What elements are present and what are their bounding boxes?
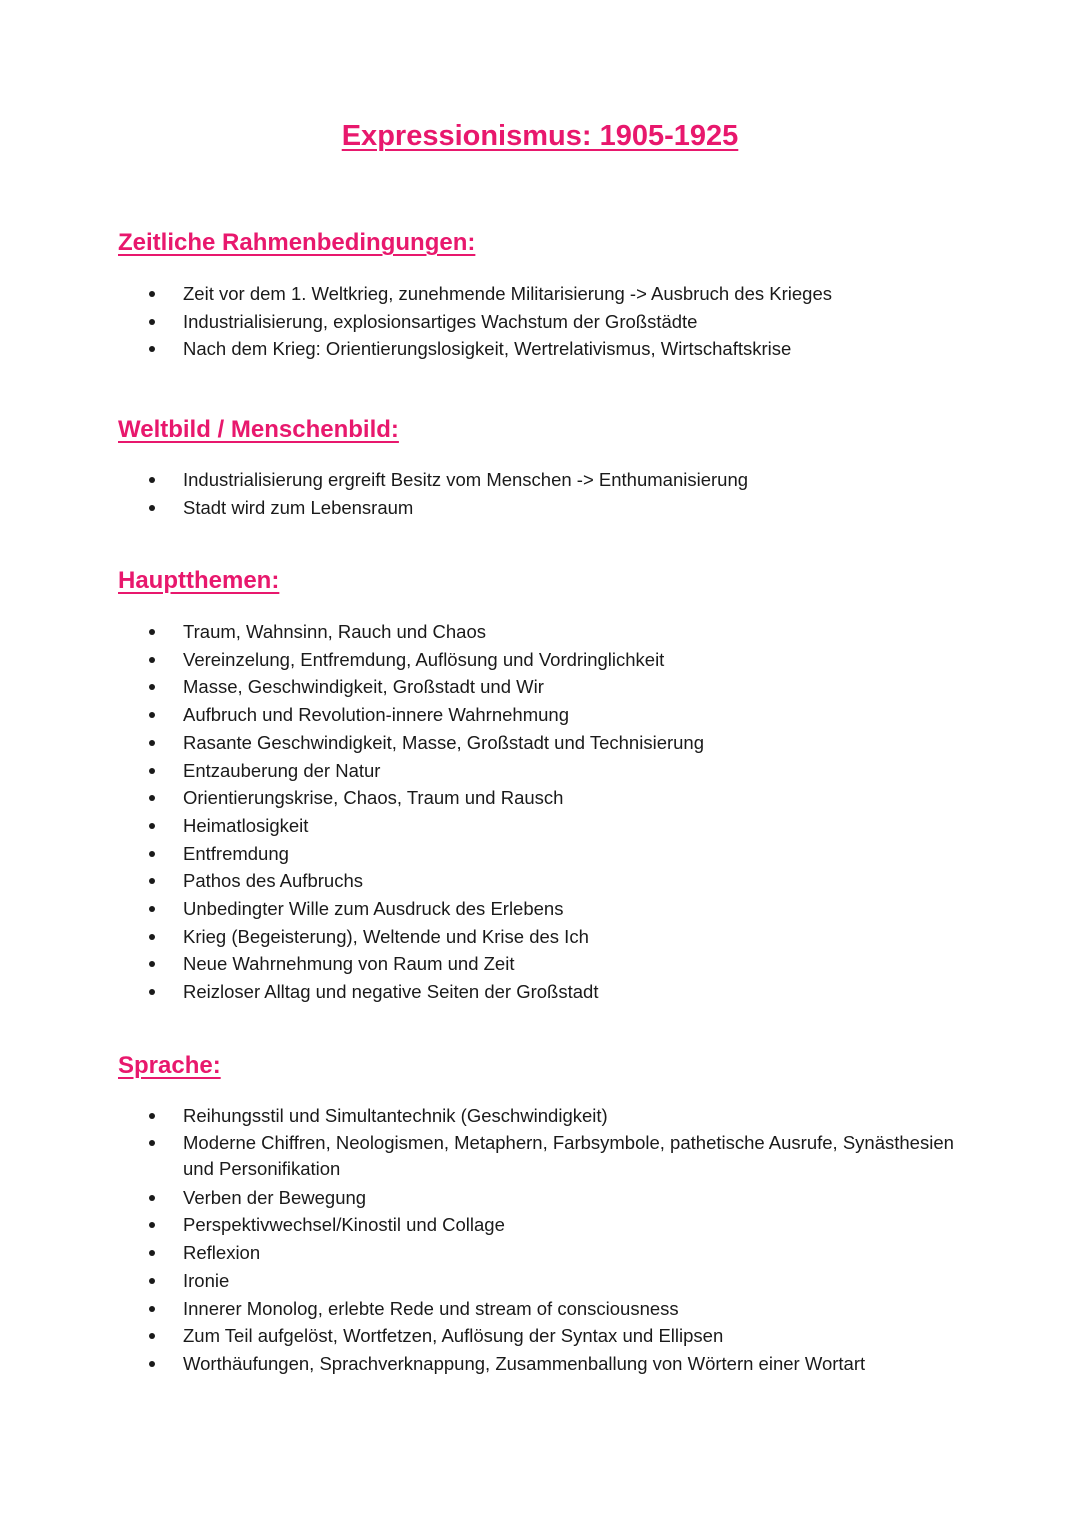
list-item-text: Unbedingter Wille zum Ausdruck des Erlebens [183, 898, 564, 920]
section-weltbild-menschenbild [118, 415, 978, 521]
list-item [118, 1267, 978, 1295]
list-item-text: Verben der Bewegung [183, 1186, 367, 1208]
list-item-text: Moderne Chiffren, Neologismen, Metaphern, Farbsymbole, pathetische Ausrufe, Synästhesien und Personifikation [183, 1131, 954, 1179]
list-item-text: Zeit vor dem 1. Weltkrieg, zunehmende Militarisierung -> Ausbruch des Krieges [183, 283, 832, 304]
list-item-text: Zum Teil aufgelöst, Wortfetzen, Auflösung der Syntax und Ellipsen [183, 1325, 724, 1347]
bullet-dot-icon [149, 1195, 155, 1201]
list-item [118, 1350, 978, 1378]
section-heading: Zeitliche Rahmenbedingungen: [118, 229, 476, 256]
list-item-text: Aufbruch und Revolution-innere Wahrnehmung [183, 704, 569, 726]
bullet-dot-icon [149, 740, 155, 746]
list-item [118, 466, 978, 494]
list-item [118, 494, 978, 522]
bullet-dot-icon [149, 1113, 155, 1119]
bullet-dot-icon [149, 629, 155, 635]
list-item [118, 1211, 978, 1239]
list-item [118, 335, 978, 363]
list-item-text: Vereinzelung, Entfremdung, Auflösung und Vordringlichkeit [183, 648, 665, 670]
list-item [118, 701, 978, 729]
bullet-dot-icon [149, 1250, 155, 1256]
list-item [118, 923, 978, 951]
list-item-text: Reihungsstil und Simultantechnik (Geschwindigkeit) [183, 1105, 608, 1126]
bullet-dot-icon [149, 989, 155, 995]
list-item [118, 978, 978, 1006]
bullet-list [118, 466, 978, 521]
list-item-text: Ironie [183, 1269, 230, 1291]
list-item [118, 618, 978, 646]
bullet-dot-icon [149, 657, 155, 663]
section-heading: Hauptthemen: [118, 567, 280, 594]
list-item [118, 1184, 978, 1212]
list-item [118, 673, 978, 701]
list-item [118, 895, 978, 923]
section-sprache [118, 1051, 978, 1378]
page-title [0, 118, 1080, 154]
list-item-text: Krieg (Begeisterung), Weltende und Krise des Ich [183, 925, 589, 947]
list-item-text: Nach dem Krieg: Orientierungslosigkeit, Wertrelativismus, Wirtschaftskrise [183, 338, 792, 360]
bullet-dot-icon [149, 1361, 155, 1367]
list-item [118, 1130, 978, 1182]
list-item-text: Perspektivwechsel/Kinostil und Collage [183, 1214, 505, 1236]
list-item [118, 840, 978, 868]
list-item-text: Masse, Geschwindigkeit, Großstadt und Wir [183, 676, 544, 698]
list-item [118, 784, 978, 812]
list-item [118, 1322, 978, 1350]
list-item-text: Heimatlosigkeit [183, 814, 309, 836]
bullet-dot-icon [149, 1222, 155, 1228]
section-heading: Weltbild / Menschenbild: [118, 416, 399, 443]
bullet-dot-icon [149, 712, 155, 718]
bullet-dot-icon [149, 823, 155, 829]
page-title-text: Expressionismus: 1905-1925 [341, 120, 739, 152]
bullet-dot-icon [149, 1306, 155, 1312]
list-item-text: Entfremdung [183, 842, 289, 864]
list-item-text: Rasante Geschwindigkeit, Masse, Großstadt und Technisierung [183, 731, 705, 753]
list-item [118, 1295, 978, 1323]
bullet-dot-icon [149, 878, 155, 884]
list-item-text: Worthäufungen, Sprachverknappung, Zusammenballung von Wörtern einer Wortart [183, 1352, 866, 1374]
list-item [118, 646, 978, 674]
bullet-dot-icon [149, 1278, 155, 1284]
bullet-dot-icon [149, 291, 155, 297]
list-item-text: Industrialisierung, explosionsartiges Wachstum der Großstädte [183, 310, 698, 332]
list-item [118, 1239, 978, 1267]
bullet-dot-icon [149, 684, 155, 690]
list-item [118, 1102, 978, 1130]
list-item-text: Industrialisierung ergreift Besitz vom Menschen -> Enthumanisierung [183, 469, 749, 490]
bullet-list [118, 1102, 978, 1378]
section-zeitliche-rahmenbedingungen [118, 228, 978, 363]
list-item-text: Stadt wird zum Lebensraum [183, 496, 414, 518]
bullet-dot-icon [149, 795, 155, 801]
section-hauptthemen [118, 566, 978, 1006]
list-item-text: Neue Wahrnehmung von Raum und Zeit [183, 953, 515, 975]
list-item [118, 308, 978, 336]
list-item [118, 950, 978, 978]
bullet-dot-icon [149, 505, 155, 511]
bullet-dot-icon [149, 906, 155, 912]
bullet-dot-icon [149, 934, 155, 940]
bullet-dot-icon [149, 1333, 155, 1339]
list-item [118, 280, 978, 308]
list-item-text: Reflexion [183, 1242, 261, 1264]
bullet-dot-icon [149, 319, 155, 325]
bullet-dot-icon [149, 477, 155, 483]
list-item [118, 867, 978, 895]
bullet-dot-icon [149, 346, 155, 352]
bullet-dot-icon [149, 961, 155, 967]
list-item-text: Orientierungskrise, Chaos, Traum und Rausch [183, 787, 564, 809]
bullet-list [118, 280, 978, 363]
list-item [118, 729, 978, 757]
list-item-text: Entzauberung der Natur [183, 759, 381, 781]
list-item-text: Innerer Monolog, erlebte Rede und stream of consciousness [183, 1297, 679, 1319]
list-item [118, 812, 978, 840]
section-heading: Sprache: [118, 1052, 221, 1079]
bullet-list [118, 618, 978, 1006]
bullet-dot-icon [149, 1140, 155, 1146]
list-item [118, 757, 978, 785]
bullet-dot-icon [149, 768, 155, 774]
list-item-text: Reizloser Alltag und negative Seiten der Großstadt [183, 981, 599, 1003]
bullet-dot-icon [149, 851, 155, 857]
list-item-text: Traum, Wahnsinn, Rauch und Chaos [183, 621, 487, 642]
list-item-text: Pathos des Aufbruchs [183, 870, 363, 892]
